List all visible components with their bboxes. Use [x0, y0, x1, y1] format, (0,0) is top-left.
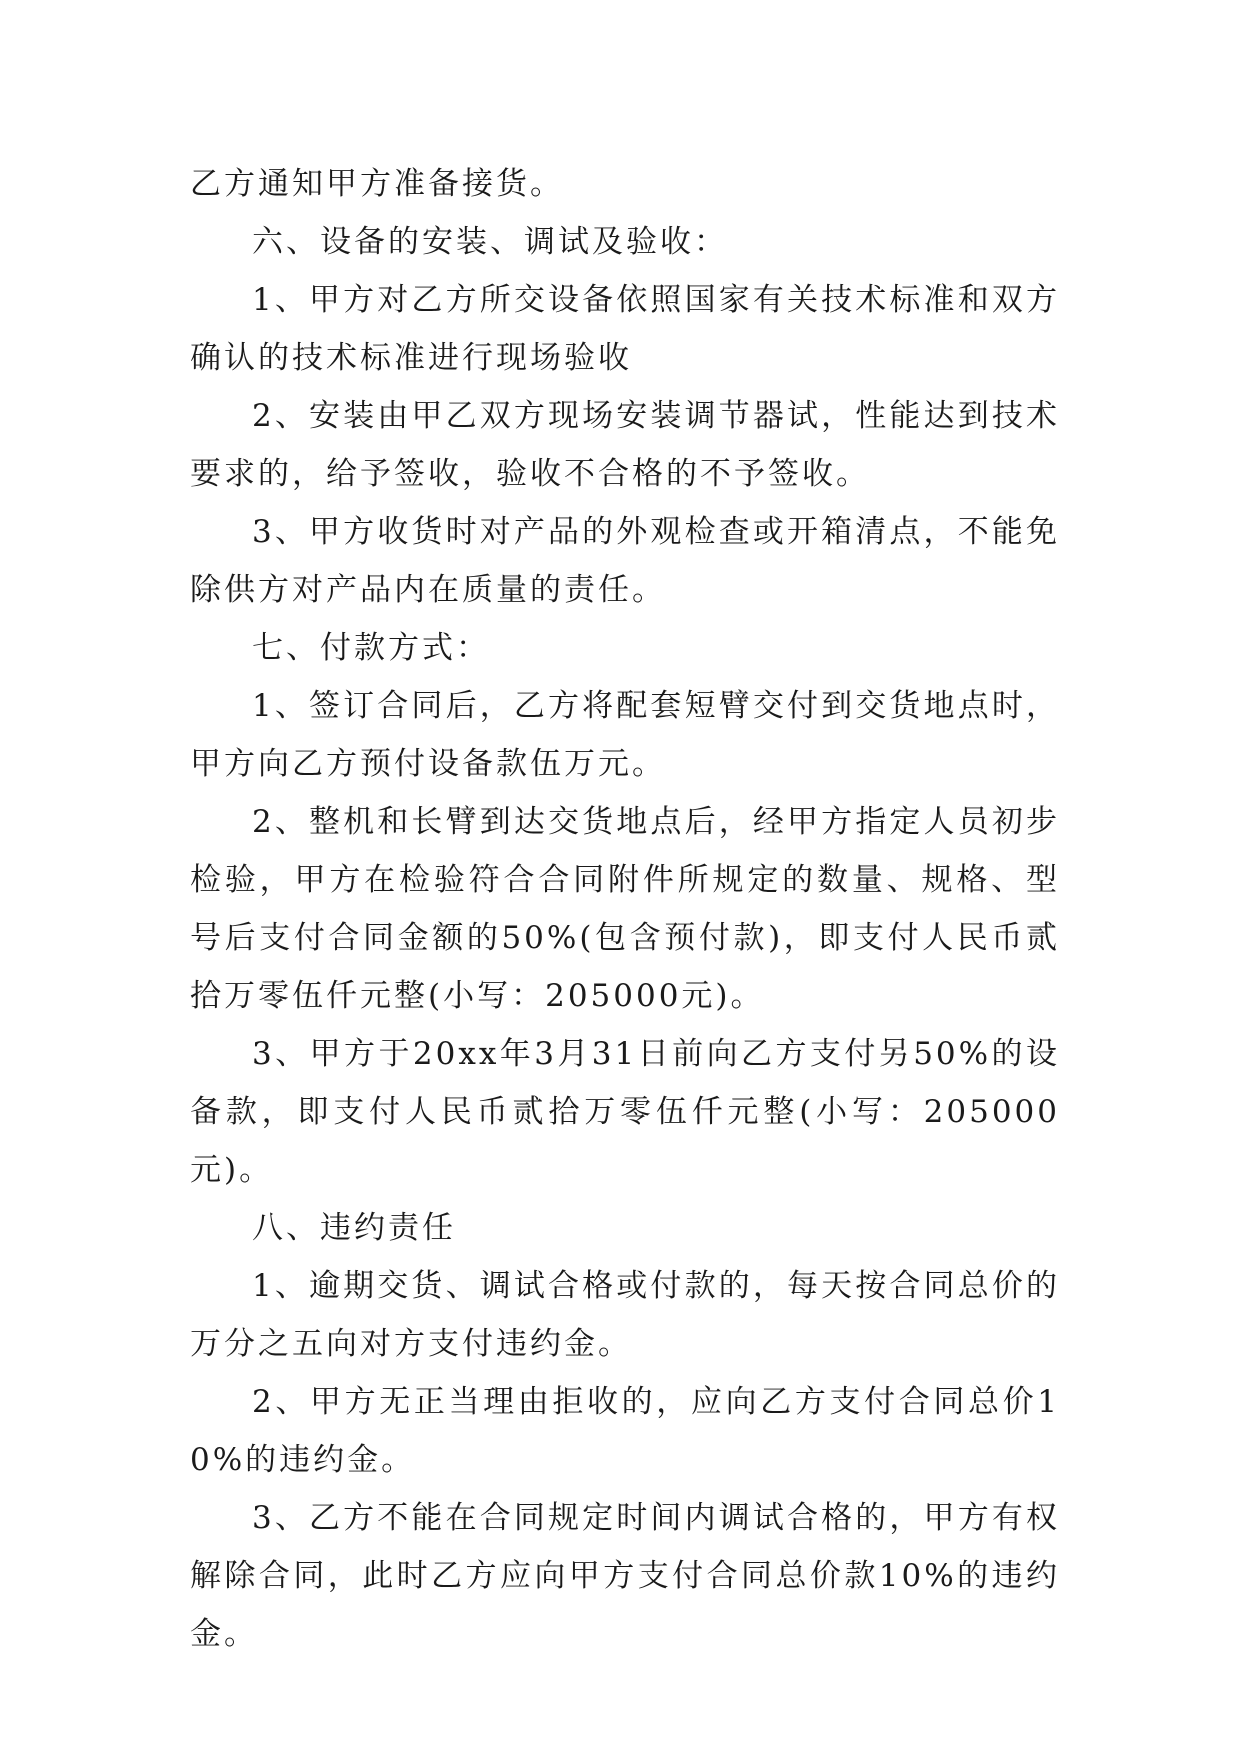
- document-body: [190, 155, 1060, 1663]
- section-heading-payment: 七、付款方式：: [252, 630, 490, 666]
- clause-installation-3: 3、甲方收货时对产品的外观检查或开箱清点，不能免除供方对产品内在质量的责任。: [190, 514, 1060, 608]
- clause-breach-1: 1、逾期交货、调试合格或付款的，每天按合同总价的万分之五向对方支付违约金。: [190, 1268, 1060, 1362]
- clause-installation-2: 2、安装由甲乙双方现场安装调节器试，性能达到技术要求的，给予签收，验收不合格的不予签收。: [190, 398, 1060, 492]
- clause-payment-3: 3、甲方于20xx年3月31日前向乙方支付另50%的设备款，即支付人民币贰拾万零伍仟元整(小写：205000元)。: [190, 1036, 1060, 1188]
- section-heading-breach: 八、违约责任: [252, 1210, 456, 1246]
- clause-payment-2: 2、整机和长臂到达交货地点后，经甲方指定人员初步检验，甲方在检验符合合同附件所规定的数量、规格、型号后支付合同金额的50%(包含预付款)，即支付人民币贰拾万零伍仟元整(小写：205000元)。: [190, 804, 1060, 1014]
- section-heading-installation: 六、设备的安装、调试及验收：: [252, 224, 728, 260]
- clause-breach-2: 2、甲方无正当理由拒收的，应向乙方支付合同总价10%的违约金。: [190, 1384, 1060, 1478]
- paragraph-receiving-notice: 乙方通知甲方准备接货。: [190, 166, 564, 202]
- clause-payment-1: 1、签订合同后，乙方将配套短臂交付到交货地点时，甲方向乙方预付设备款伍万元。: [190, 688, 1060, 782]
- clause-breach-3: 3、乙方不能在合同规定时间内调试合格的，甲方有权解除合同，此时乙方应向甲方支付合同总价款10%的违约金。: [190, 1500, 1060, 1652]
- clause-installation-1: 1、甲方对乙方所交设备依照国家有关技术标准和双方确认的技术标准进行现场验收: [190, 282, 1060, 376]
